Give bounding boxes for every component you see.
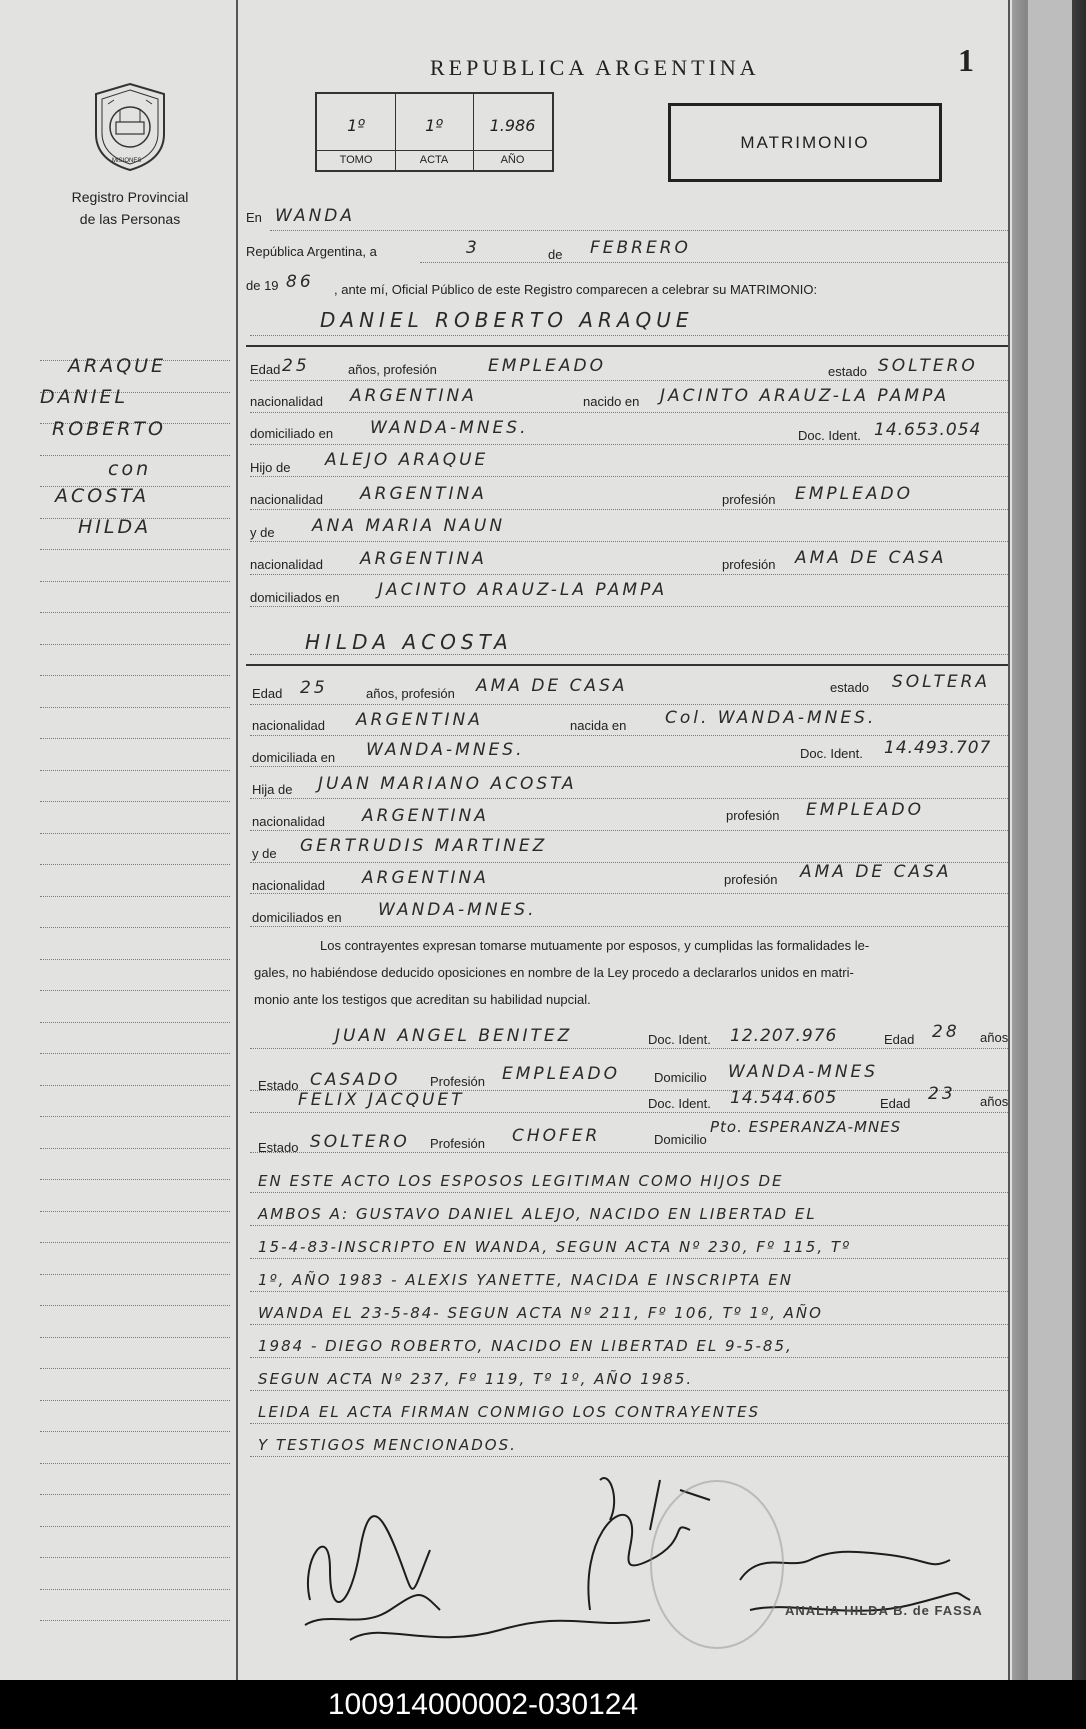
bride-father: JUAN MARIANO ACOSTA: [318, 774, 577, 794]
witness1-profession: EMPLEADO: [502, 1064, 620, 1084]
groom-estado: SOLTERO: [878, 356, 978, 376]
day-value: 3: [466, 238, 480, 258]
ruled-line: [250, 541, 1008, 542]
margin-ruled-line: [40, 833, 230, 834]
bride-name: HILDA ACOSTA: [305, 630, 513, 654]
ruled-line: [250, 1456, 1008, 1457]
witness2-age: 23: [928, 1084, 956, 1104]
margin-ruled-line: [40, 738, 230, 739]
witness2-doc-label: Doc. Ident.: [648, 1096, 711, 1111]
bride-father-nationality: ARGENTINA: [362, 806, 489, 826]
witness2-dom-label: Domicilio: [654, 1132, 707, 1147]
sidebar-middlename-groom: ROBERTO: [52, 418, 166, 440]
ruled-line: [250, 444, 1008, 445]
acta-value: 1º: [425, 116, 443, 135]
acta-label: ACTA: [395, 150, 473, 166]
groom-doc-label: Doc. Ident.: [798, 428, 861, 443]
margin-ruled-line: [40, 1053, 230, 1054]
witness1-doc-label: Doc. Ident.: [648, 1032, 711, 1047]
margin-ruled-line: [40, 612, 230, 613]
witness1-age: 28: [932, 1022, 960, 1042]
groom-age: 25: [282, 356, 310, 376]
bride-mother-nationality: ARGENTINA: [362, 868, 489, 888]
margin-ruled-line: [40, 1463, 230, 1464]
witness1-edad-label: Edad: [884, 1032, 915, 1047]
page-title: REPUBLICA ARGENTINA: [430, 55, 760, 80]
ruled-line: [250, 1291, 1008, 1292]
bride-nacida-label: nacida en: [570, 718, 627, 733]
declaration-line-3: monio ante los testigos que acreditan su habilidad nupcial.: [254, 992, 591, 1007]
margin-ruled-line: [40, 1431, 230, 1432]
groom-doc: 14.653.054: [874, 420, 982, 440]
statement-text: , ante mí, Oficial Público de este Registro comparecen a celebrar su MATRIMONIO:: [334, 282, 818, 297]
ruled-line: [250, 335, 1008, 336]
witness2-doc: 14.544.605: [730, 1088, 838, 1108]
sidebar-surname-groom: ARAQUE: [68, 355, 167, 377]
witness2-prof-label: Profesión: [430, 1136, 485, 1151]
groom-father: ALEJO ARAQUE: [325, 450, 489, 470]
groom-estado-label: estado: [828, 364, 868, 379]
ruled-line: [250, 380, 1008, 381]
seal-label: MISIONES: [112, 158, 142, 164]
bride-profession: AMA DE CASA: [476, 676, 628, 696]
margin-ruled-line: [40, 1337, 230, 1338]
year-prefix-label: de 19: [246, 278, 279, 293]
witness2-profession: CHOFER: [512, 1126, 601, 1146]
groom-mother-prof-label: profesión: [722, 557, 776, 572]
margin-ruled-line: [40, 1620, 230, 1621]
groom-father-nat-label: nacionalidad: [250, 492, 324, 507]
right-edge-rule: [1008, 0, 1010, 1680]
bride-yde-label: y de: [252, 846, 277, 861]
bride-domicile: WANDA-MNES.: [366, 740, 525, 760]
note-line: SEGUN ACTA Nº 237, Fº 119, Tº 1º, AÑO 1985.: [258, 1370, 694, 1388]
margin-ruled-line: [40, 644, 230, 645]
en-label: En: [246, 210, 262, 225]
margin-ruled-line: [40, 1085, 230, 1086]
groom-mother-profession: AMA DE CASA: [795, 548, 947, 568]
bride-domiciliada-label: domiciliada en: [252, 750, 336, 765]
groom-profession: EMPLEADO: [488, 356, 606, 376]
margin-ruled-line: [40, 864, 230, 865]
sidebar-con: con: [108, 458, 152, 480]
registry-line-1: Registro Provincial: [71, 189, 189, 205]
ruled-line: [250, 412, 1008, 413]
bride-parents-domicile: WANDA-MNES.: [378, 900, 537, 920]
ano-cell: [473, 94, 552, 170]
witness2-estado: SOLTERO: [310, 1132, 410, 1152]
bride-nationality: ARGENTINA: [356, 710, 483, 730]
groom-nacionalidad-label: nacionalidad: [250, 394, 324, 409]
groom-birthplace: JACINTO ARAUZ-LA PAMPA: [660, 386, 950, 406]
tomo-label: TOMO: [317, 150, 395, 166]
year-suffix-value: 86: [286, 272, 314, 292]
note-line: LEIDA EL ACTA FIRMAN CONMIGO LOS CONTRAYENTES: [258, 1403, 761, 1421]
margin-ruled-line: [40, 675, 230, 676]
bride-edad-label: Edad: [252, 686, 283, 701]
witness1-estado-label: Estado: [258, 1078, 299, 1093]
ruled-line: [250, 574, 1008, 575]
margin-ruled-line: [40, 801, 230, 802]
ruled-line: [250, 1192, 1008, 1193]
groom-mother-nationality: ARGENTINA: [360, 549, 487, 569]
ruled-line: [250, 1225, 1008, 1226]
note-line: EN ESTE ACTO LOS ESPOSOS LEGITIMAN COMO HIJOS DE: [258, 1172, 784, 1190]
bride-estado: SOLTERA: [892, 672, 991, 692]
margin-ruled-line: [40, 1400, 230, 1401]
tomo-cell: [317, 94, 396, 170]
margin-ruled-line: [40, 1589, 230, 1590]
groom-domiciliado-label: domiciliado en: [250, 426, 334, 441]
witness1-dom-label: Domicilio: [654, 1070, 707, 1085]
left-column-rule: [236, 0, 238, 1680]
declaration-line-2: gales, no habiéndose deducido oposiciones en nombre de la Ley procedo a declararlos unidos en matri-: [254, 965, 854, 980]
ruled-line: [250, 1423, 1008, 1424]
margin-ruled-line: [40, 770, 230, 771]
bride-mother-prof-label: profesión: [724, 872, 778, 887]
footer-bar: [0, 1680, 1086, 1729]
ruled-line: [250, 766, 1008, 767]
ruled-line: [250, 735, 1008, 736]
bride-doc: 14.493.707: [884, 738, 992, 758]
note-line: WANDA EL 23-5-84- SEGUN ACTA Nº 211, Fº 106, Tº 1º, AÑO: [258, 1304, 823, 1322]
groom-hijo-label: Hijo de: [250, 460, 291, 475]
margin-ruled-line: [40, 581, 230, 582]
groom-name: DANIEL ROBERTO ARAQUE: [320, 308, 694, 332]
margin-ruled-line: [40, 896, 230, 897]
place-value: WANDA: [275, 206, 356, 226]
section-rule: [246, 664, 1008, 666]
ruled-line: [250, 1324, 1008, 1325]
witness1-doc: 12.207.976: [730, 1026, 838, 1046]
margin-ruled-line: [40, 1022, 230, 1023]
margin-ruled-line: [40, 1211, 230, 1212]
groom-parents-domicile: JACINTO ARAUZ-LA PAMPA: [378, 580, 668, 600]
groom-father-profession: EMPLEADO: [795, 484, 913, 504]
witness1-domicile: WANDA-MNES: [728, 1062, 879, 1082]
sidebar-firstname-groom: DANIEL: [40, 386, 129, 408]
groom-parents-dom-label: domiciliados en: [250, 590, 340, 605]
groom-father-nationality: ARGENTINA: [360, 484, 487, 504]
groom-nationality: ARGENTINA: [350, 386, 477, 406]
bride-age: 25: [300, 678, 328, 698]
margin-ruled-line: [40, 990, 230, 991]
ruled-line: [250, 1152, 1008, 1153]
witness1-anos-label: años: [980, 1030, 1009, 1045]
margin-ruled-line: [40, 1557, 230, 1558]
signatures-drawing: [290, 1460, 990, 1660]
groom-mother-nat-label: nacionalidad: [250, 557, 324, 572]
ruled-line: [250, 1048, 1008, 1049]
declaration-line-1: Los contrayentes expresan tomarse mutuamente por esposos, y cumplidas las formalidades le-: [320, 938, 870, 953]
note-line: AMBOS A: GUSTAVO DANIEL ALEJO, NACIDO EN LIBERTAD EL: [258, 1205, 817, 1223]
ruled-line: [250, 704, 1008, 705]
groom-nacido-label: nacido en: [583, 394, 640, 409]
margin-ruled-line: [40, 1242, 230, 1243]
bride-mother-profession: AMA DE CASA: [800, 862, 952, 882]
acta-cell: [395, 94, 474, 170]
margin-ruled-line: [40, 707, 230, 708]
ruled-line: [270, 230, 1008, 231]
witness2-name: FELIX JACQUET: [298, 1090, 465, 1110]
groom-mother: ANA MARIA NAUN: [312, 516, 506, 536]
ruled-line: [250, 798, 1008, 799]
bride-father-prof-label: profesión: [726, 808, 780, 823]
bride-father-nat-label: nacionalidad: [252, 814, 326, 829]
month-de-label: de: [548, 247, 563, 262]
acta-reference-box: [315, 92, 554, 172]
official-stamp-icon: [650, 1480, 784, 1649]
witness1-estado: CASADO: [310, 1070, 401, 1090]
bride-hija-label: Hija de: [252, 782, 293, 797]
section-rule: [246, 345, 1008, 347]
sidebar-firstname-bride: HILDA: [78, 516, 152, 538]
groom-yde-label: y de: [250, 525, 275, 540]
page-number: 1: [958, 42, 974, 78]
tomo-value: 1º: [347, 116, 365, 135]
margin-ruled-line: [40, 1526, 230, 1527]
margin-ruled-line: [40, 1305, 230, 1306]
month-value: FEBRERO: [590, 238, 691, 258]
record-type-box: MATRIMONIO: [668, 103, 942, 182]
margin-ruled-line: [40, 959, 230, 960]
ruled-line: [250, 1390, 1008, 1391]
official-name: ANALIA HILDA B. de FASSA: [785, 1603, 983, 1618]
witness1-prof-label: Profesión: [430, 1074, 485, 1089]
ruled-line: [250, 1258, 1008, 1259]
groom-father-prof-label: profesión: [722, 492, 776, 507]
margin-ruled-line: [40, 1274, 230, 1275]
witness1-name: JUAN ANGEL BENITEZ: [335, 1026, 573, 1046]
book-binding-edge: [1012, 0, 1086, 1680]
margin-ruled-line: [40, 1116, 230, 1117]
bride-nacionalidad-label: nacionalidad: [252, 718, 326, 733]
groom-edad-label: Edad: [250, 362, 281, 377]
ruled-line: [250, 830, 1008, 831]
ruled-line: [250, 606, 1008, 607]
witness2-estado-label: Estado: [258, 1140, 299, 1155]
ruled-line: [250, 509, 1008, 510]
ruled-line: [250, 654, 1008, 655]
bride-parents-dom-label: domiciliados en: [252, 910, 342, 925]
ruled-line: [250, 893, 1008, 894]
bride-anos-label: años, profesión: [366, 686, 455, 701]
ruled-line: [250, 1357, 1008, 1358]
note-line: 1984 - DIEGO ROBERTO, NACIDO EN LIBERTAD EL 9-5-85,: [258, 1337, 793, 1355]
margin-ruled-line: [40, 1148, 230, 1149]
footer-code: 100914000002-030124: [327, 1688, 639, 1721]
ruled-line: [250, 476, 1008, 477]
bride-father-profession: EMPLEADO: [806, 800, 924, 820]
note-line: 15-4-83-INSCRIPTO EN WANDA, SEGUN ACTA Nº 230, Fº 115, Tº: [258, 1238, 852, 1256]
republica-label: República Argentina, a: [246, 244, 377, 259]
note-line: Y TESTIGOS MENCIONADOS.: [258, 1436, 517, 1454]
witness2-anos-label: años: [980, 1094, 1009, 1109]
note-line: 1º, AÑO 1983 - ALEXIS YANETTE, NACIDA E INSCRIPTA EN: [258, 1271, 793, 1289]
margin-ruled-line: [40, 1368, 230, 1369]
margin-ruled-line: [40, 1494, 230, 1495]
bride-estado-label: estado: [830, 680, 870, 695]
bride-birthplace: Col. WANDA-MNES.: [665, 708, 877, 728]
binding-inner: [1026, 0, 1072, 1680]
registry-name: [40, 186, 220, 230]
bride-mother-nat-label: nacionalidad: [252, 878, 326, 893]
sidebar-surname-bride: ACOSTA: [55, 485, 150, 507]
margin-ruled-line: [40, 549, 230, 550]
groom-anos-label: años, profesión: [348, 362, 437, 377]
ruled-line: [250, 1112, 1008, 1113]
witness2-edad-label: Edad: [880, 1096, 911, 1111]
margin-ruled-line: [40, 455, 230, 456]
ruled-line: [420, 262, 1008, 263]
bride-mother: GERTRUDIS MARTINEZ: [300, 836, 548, 856]
witness2-domicile: Pto. ESPERANZA-MNES: [710, 1118, 902, 1136]
groom-domicile: WANDA-MNES.: [370, 418, 529, 438]
declaration-text: [250, 932, 1010, 1013]
bride-doc-label: Doc. Ident.: [800, 746, 863, 761]
margin-ruled-line: [40, 927, 230, 928]
margin-ruled-line: [40, 1179, 230, 1180]
ano-label: AÑO: [473, 150, 552, 166]
ano-value: 1.986: [489, 116, 536, 135]
ruled-line: [250, 926, 1008, 927]
registry-line-2: de las Personas: [79, 211, 181, 227]
